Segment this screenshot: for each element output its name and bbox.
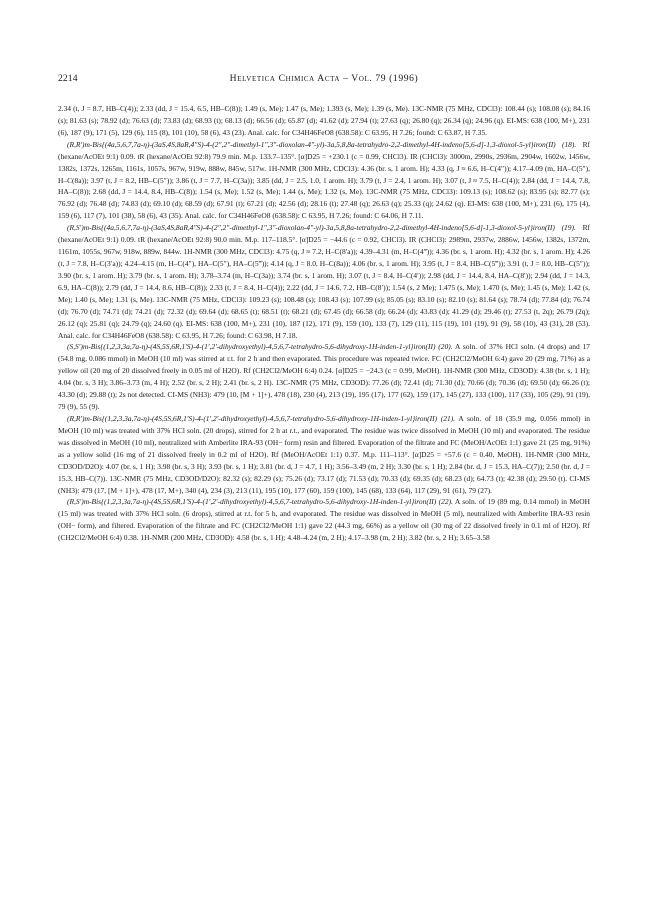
- page-number: 2214: [58, 73, 78, 84]
- paragraph-text: A soln. of 19 (89 mg, 0.14 mmol) in MeOH (15 ml) was treated with 37% HCl soln. (6 drops), stirred at r.t. for 5 h, and evaporated. The residue was dissolved in MeOH (5 ml), neutralized with Amberlite IRA-93 resin (OH− form), and filtered. Evaporation of the filtrate and FC (CH2Cl2/MeOH 1:1) gave 22 (44.3 mg, 66%) as a yellow oil (30 mg of 22 dissolved freely in 0.1 ml of H2O). Rf (CH2Cl2/MeOH 6:4) 0.38. 1H-NMR (200 MHz, CD3OD): 4.58 (br. s, 1 H); 4.48–4.24 (m, 2 H); 4.17–3.98 (m, 2 H); 3.82 (br. s, 2 H); 3.65–3.58: [58, 497, 590, 543]
- journal-title: Helvetica Chimica Acta – Vol. 79 (1996): [229, 73, 419, 84]
- paragraph-continuation: [58, 103, 590, 139]
- compound-paragraph-19: [58, 222, 590, 341]
- compound-paragraph-21: [58, 413, 590, 496]
- compound-name: (S,S′)m-Bis{(1,2,3,3a,7a-η)-(4S,5S,6R,1′S)-4-(1′,2′-dihydroxyethyl)-4,5,6,7-tetrahydro-5,6-dihydroxy-1H-inden-1-yl}iron(II) (20).: [67, 342, 453, 352]
- paragraph-text: 2.34 (t, J = 8.7, HB–C(4)); 2.33 (dd, J = 15.4, 6.5, HB–C(8)); 1.49 (s, Me); 1.47 (s, Me); 1.393 (s, Me); 1.39 (s, Me). 13C-NMR (75 MHz, CDCl3): 108.44 (s); 108.08 (s); 84.16 (s); 81.63 (s); 78.92 (d); 76.63 (d); 73.83 (d); 68.93 (t); 68.13 (d); 66.56 (d); 65.87 (d); 41.62 (d); 27.94 (t); 27.63 (q); 26.80 (q); 26.34 (q); 24.96 (q). EI-MS: 638 (100, M+), 231 (6), 187 (9), 171 (5), 129 (6), 115 (8), 101 (10), 58 (6), 43 (23). Anal. calc. for C34H46FeO8 (638.58): C 63.95, H 7.26; found: C 63.87, H 7.35.: [58, 104, 590, 137]
- experimental-section: [58, 103, 590, 544]
- paragraph-text: Rf (hexane/AcOEt 9:1) 0.09. tR (hexane/AcOEt 92:8) 90.0 min. M.p. 117–118.5°. [α]D25 = −44.6 (c = 0.92, CHCl3). IR (CHCl3): 2989m, 2937w, 2886w, 1456w, 1382s, 1372m, 1161m, 1055s, 967w, 918w, 889w, 844w. 1H-NMR (300 MHz, CDCl3): 4.75 (q, J ≈ 7.2, H–C(8′a)); 4.39–4.31 (m, H–C(4‴)); 4.36 (br. s, 1 arom. H); 4.32 (br. s, 1 arom. H); 4.26 (t, J = 7.8, H–C(3′a)); 4.24–4.15 (m, H–C(4″), HA–C(5″), HA–C(5‴)); 4.14 (q, J = 8.0, H–C(8a)); 4.06 (br. s, 1 arom. H); 3.95 (t, J = 8.4, HB–C(5‴)); 3.91 (t, J = 8.0, HB–C(5″)); 3.90 (br. s, 1 arom. H); 3.79 (br. s, 1 arom. H); 3.78–3.74 (m, H–C(3a)); 3.74 (br. s, 1 arom. H); 3.07 (t, J = 8.4, H–C(4′)); 2.98 (dd, J = 14.4, 8.4, HA–C(8′)); 2.94 (dd, J = 14.3, 6.9, HA–C(8)); 2.79 (dd, J = 14.4, 8.6, HB–C(8)); 2.33 (t, J = 8.4, H–C(4)); 2.22 (dd, J = 14.6, 7.2, HB–C(8′)); 1.54 (s, 2 Me); 1.475 (s, Me); 1.470 (s, Me); 1.45 (s, Me); 1.42 (s, Me); 1.40 (s, Me); 1.31 (s, Me). 13C-NMR (75 MHz, CDCl3): 109.23 (s); 108.48 (s); 108.43 (s); 107.99 (s); 85.05 (s); 83.10 (s); 82.10 (s); 81.64 (s); 78.74 (d); 77.84 (d); 76.74 (d); 76.70 (d); 74.71 (d); 74.21 (d); 72.32 (d); 69.64 (d); 68.65 (t); 68.51 (t); 68.21 (d); 67.45 (d); 66.58 (d); 66.24 (d); 43.83 (d); 41.29 (d); 29.46 (t); 27.53 (t, 2q); 26.79 (2q); 26.12 (q); 25.81 (q); 24.79 (q); 24.60 (q). EI-MS: 638 (100, M+), 231 (10), 187 (12), 171 (9), 159 (10), 133 (7), 129 (11), 115 (19), 101 (19), 91 (9), 58 (10), 43 (31), 28 (53). Anal. calc. for C34H46FeO8 (638.58): C 63.95, H 7.26; found: C 63.98, H 7.18.: [58, 223, 591, 340]
- compound-name: (R,S′)m-Bis{(1,2,3,3a,7a-η)-(4S,5S,6R,1′S)-4-(1′,2′-dihydroxyethyl)-4,5,6,7-tetrahydro-5,6-dihydroxy-1H-inden-1-yl}iron(II) (22).: [67, 497, 453, 507]
- compound-paragraph-22: [58, 496, 590, 544]
- compound-name: (R,S′)m-Bis{(4a,5,6,7,7a-η)-(3aS,4S,8aR,4″S)-4-(2″,2″-dimethyl-1″,3″-dioxolan-4″-yl)-3a,5,8,8a-tetrahydro-2,2-dimethyl-4H-indeno[5,6-d]-1,3-dioxol-5-yl}iron(II) (19).: [67, 223, 576, 233]
- compound-name: (R,R′)m-Bis{(1,2,3,3a,7a-η)-(4S,5S,6R,1′S)-4-(1′,2′-dihydroxyethyl)-4,5,6,7-tetrahydro-5,6-dihydroxy-1H-inden-1-yl}iron(II) (21).: [67, 413, 456, 423]
- compound-paragraph-18: [58, 139, 590, 222]
- compound-name: (R,R′)m-Bis{(4a,5,6,7,7a-η)-(3aS,4S,8aR,4″S)-4-(2″,2″-dimethyl-1″,3″-dioxolan-4″-yl)-3a,5,8,8a-tetrahydro-2,2-dimethyl-4H-indeno[5,6-d]-1,3-dioxol-5-yl}iron(II) (18).: [67, 139, 577, 149]
- paragraph-text: A soln. of 18 (35.9 mg, 0.056 mmol) in MeOH (10 ml) was treated with 37% HCl soln. (20 drops), stirred for 2 h at r.t., and evaporated. The residue was twice dissolved in MeOH (10 ml) and evaporated. The residue was dissolved in MeOH (10 ml), neutralized with Amberlite IRA-93 (OH− form) resin and filtered. Evaporation of the filtrate and FC (MeOH/AcOEt 1:1) gave 21 (25 mg, 91%) as a yellow solid (16 mg of 21 dissolved freely in 0.2 ml of H2O). Rf (MeOH/AcOEt 1:1) 0.37. M.p. 111–113°. [α]D25 = +57.6 (c = 0.40, MeOH). 1H-NMR (300 MHz, CD3OD/D2O): 4.07 (br. s, 1 H); 3.98 (br. s, 3 H); 3.93 (br. s, 1 H); 3.81 (br. d, J = 4.7, 1 H); 3.56–3.49 (m, 2 H); 3.30 (br. s, 1 H); 2.84 (br. d, J = 15.3, HA–C(7)); 2.50 (br. d, J = 15.3, HB–C(7)). 13C-NMR (75 MHz, CD3OD/D2O): 82.32 (s); 82.29 (s); 75.26 (d); 73.17 (d); 71.53 (d); 70.33 (d); 69.35 (d); 68.23 (d); 64.73 (t); 42.38 (d); 29.50 (t). CI-MS (NH3): 479 (17, [M + 1]+), 478 (17, M+), 340 (4), 234 (3), 213 (11), 195 (10), 177 (60), 159 (100), 145 (68), 133 (64), 117 (29), 91 (61), 79 (27).: [58, 413, 590, 495]
- paragraph-text: Rf (hexane/AcOEt 9:1) 0.09. tR (hexane/AcOEt 92:8) 79.9 min. M.p. 133.7–135°. [α]D25 = +230.1 (c = 0.99, CHCl3). IR (CHCl3): 3000m, 2990s, 2936m, 2904w, 1602w, 1456w, 1382s, 1372s, 1265m, 1161s, 1057s, 967w, 919w, 888w, 845w, 517w. 1H-NMR (300 MHz, CDCl3): 4.36 (br. s, 1 arom. H); 4.33 (q, J ≈ 6.6, H–C(4″)); 4.17–4.09 (m, HA–C(5″), H–C(8a)); 3.97 (t, J = 8.2, HB–C(5″)); 3.86 (t, J = 7.7, H–C(3a)); 3.85 (dd, J = 2.5, 1.0, 1 arom. H); 3.79 (t, J = 2.4, 1 arom. H); 3.07 (t, J ≈ 7.5, H–C(4)); 2.84 (dd, J = 14.4, 7.8, HA–C(8)); 2.68 (dd, J = 14.4, 8.4, HB–C(8)); 1.54 (s, Me); 1.52 (s, Me); 1.44 (s, Me); 1.32 (s, Me). 13C-NMR (75 MHz, CDCl3): 109.13 (s); 108.62 (s); 83.95 (s); 82.77 (s); 76.92 (d); 76.48 (d); 74.83 (d); 69.10 (d); 68.59 (d); 67.91 (t); 67.21 (d); 42.56 (d); 28.16 (t); 27.48 (q); 26.63 (q); 25.33 (q); 24.62 (q). EI-MS: 638 (100, M+), 231 (6), 175 (4), 159 (6), 117 (7), 101 (38), 58 (6), 43 (35). Anal. calc. for C34H46FeO8 (638.58): C 63.95, H 7.26; found: C 64.06, H 7.11.: [58, 139, 590, 221]
- paragraph-text: A soln. of 37% HCl soln. (4 drops) and 17 (54.8 mg, 0.086 mmol) in MeOH (10 ml) was stirred at r.t. for 2 h and then evaporated. This procedure was repeated twice. FC (CH2Cl2/MeOH 6:4) gave 20 (29 mg, 71%) as a yellow oil (20 mg of 20 dissolved freely in 0.05 ml of H2O). Rf (CH2Cl2/MeOH 6:4) 0.24. [α]D25 = −24.3 (c = 0.99, MeOH). 1H-NMR (300 MHz, CD3OD): 4.38 (br. s, 1 H); 4.04 (br. s, 3 H); 3.86–3.73 (m, 4 H); 2.52 (br. s, 2 H); 2.41 (br. s, 2 H). 13C-NMR (75 MHz, CD3OD): 77.26 (d); 72.41 (d); 71.30 (d); 70.66 (d); 70.36 (d); 69.50 (d); 66.26 (t); 43.30 (d); 29.88 (t); 2s not detected. CI-MS (NH3): 479 (10, [M + 1]+), 478 (18), 230 (4), 213 (19), 195 (17), 177 (62), 159 (17), 145 (27), 133 (100), 117 (33), 105 (29), 91 (19), 79 (9), 55 (9).: [58, 342, 590, 412]
- compound-paragraph-20: [58, 341, 590, 413]
